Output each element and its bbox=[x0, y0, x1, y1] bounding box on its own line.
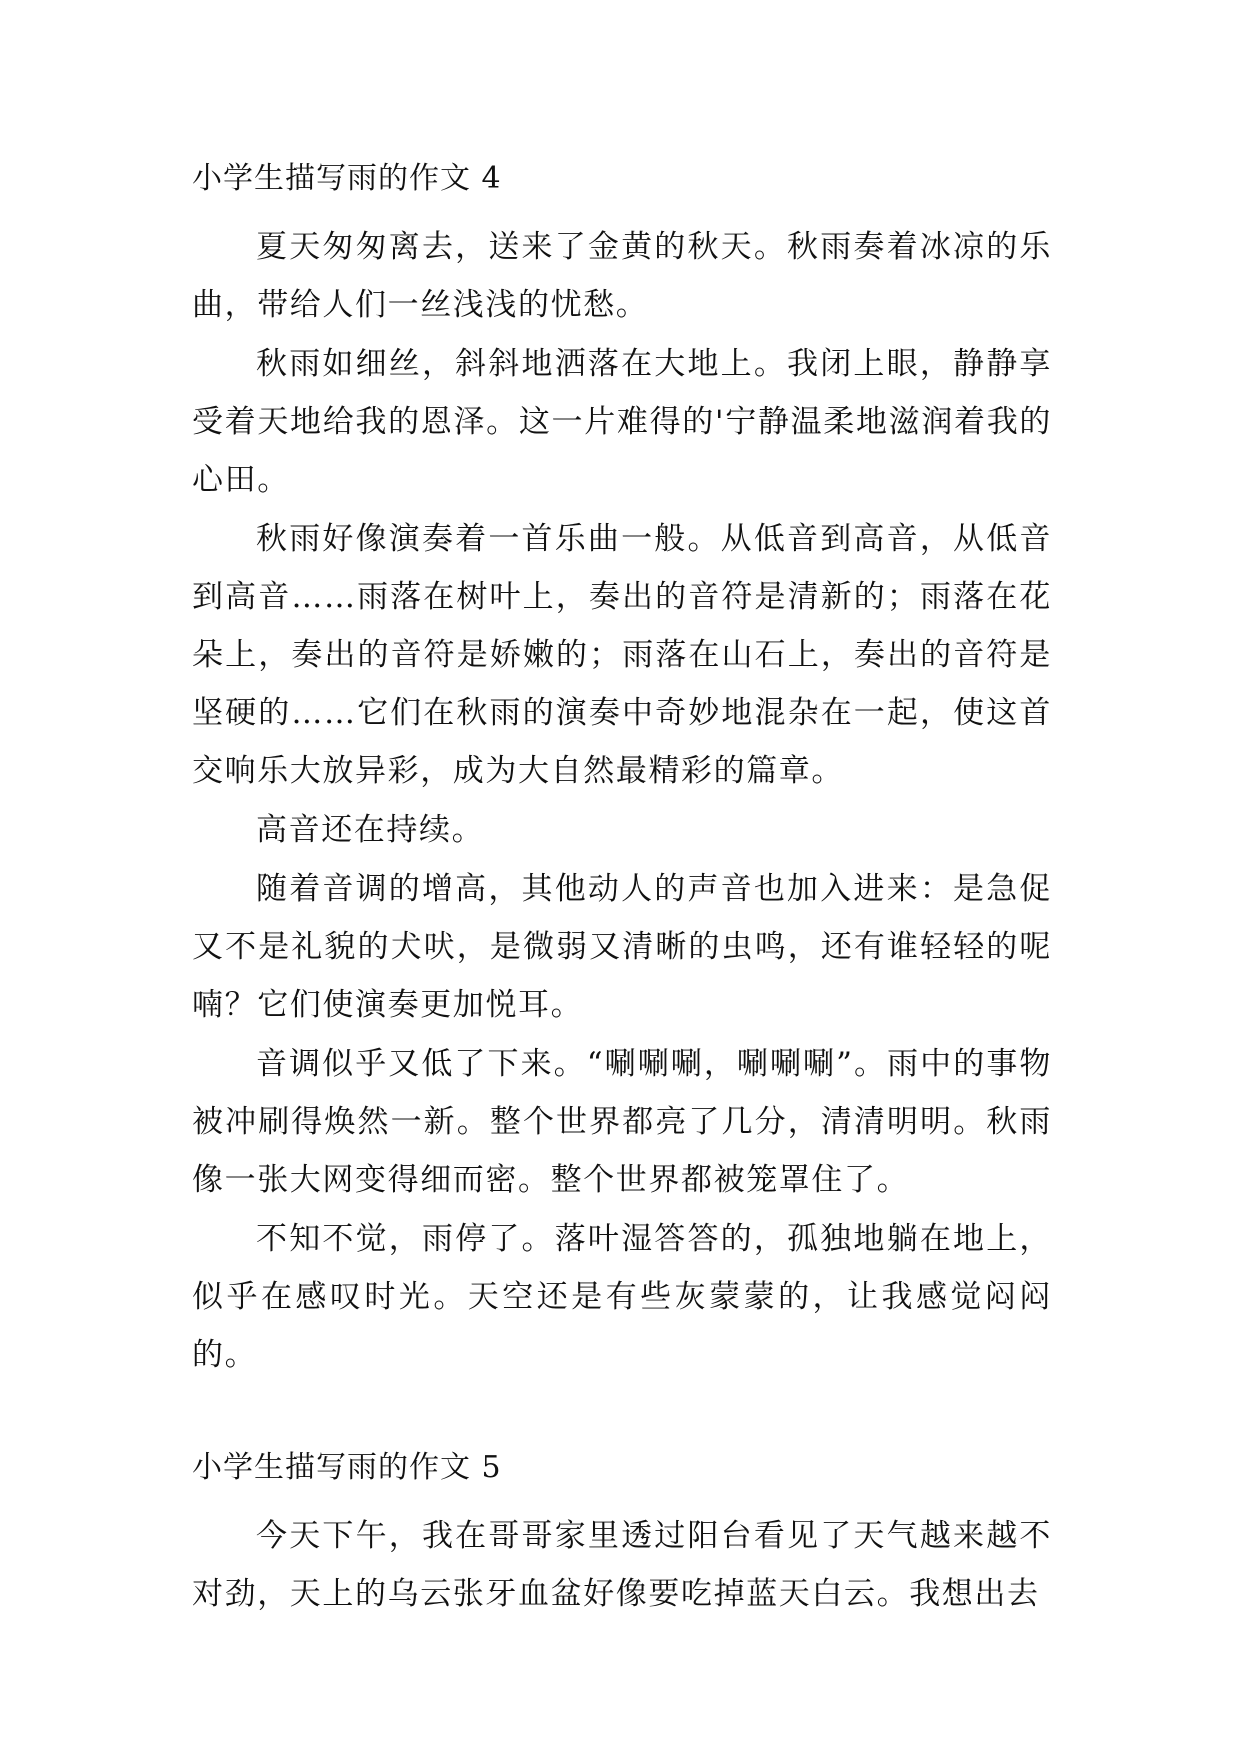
essay-section-5 bbox=[192, 1447, 1052, 1623]
paragraph: 夏天匆匆离去，送来了金黄的秋天。秋雨奏着冰凉的乐曲，带给人们一丝浅浅的忧愁。 bbox=[192, 229, 1052, 323]
section-title: 小学生描写雨的作文 4 bbox=[192, 161, 502, 196]
paragraph: 高音还在持续。 bbox=[256, 812, 485, 848]
paragraph: 今天下午，我在哥哥家里透过阳台看见了天气越来越不对劲，天上的乌云张牙血盆好像要吃掉蓝天白云。我想出去 bbox=[192, 1518, 1052, 1612]
section-spacer bbox=[192, 1385, 1052, 1447]
document-page bbox=[192, 158, 1052, 1624]
paragraph: 随着音调的增高，其他动人的声音也加入进来：是急促又不是礼貌的犬吠，是微弱又清晰的虫鸣，还有谁轻轻的呢喃？它们使演奏更加悦耳。 bbox=[192, 871, 1052, 1023]
paragraph: 秋雨好像演奏着一首乐曲一般。从低音到高音，从低音到高音……雨落在树叶上，奏出的音符是清新的；雨落在花朵上，奏出的音符是娇嫩的；雨落在山石上，奏出的音符是坚硬的……它们在秋雨的演奏中奇妙地混杂在一起，使这首交响乐大放异彩，成为大自然最精彩的篇章。 bbox=[192, 521, 1052, 789]
essay-section-4 bbox=[192, 158, 1052, 1384]
paragraph: 秋雨如细丝，斜斜地洒落在大地上。我闭上眼，静静享受着天地给我的恩泽。这一片难得的'宁静温柔地滋润着我的心田。 bbox=[192, 346, 1052, 498]
paragraph: 音调似乎又低了下来。“唰唰唰，唰唰唰”。雨中的事物被冲刷得焕然一新。整个世界都亮了几分，清清明明。秋雨像一张大网变得细而密。整个世界都被笼罩住了。 bbox=[192, 1046, 1052, 1198]
section-title: 小学生描写雨的作文 5 bbox=[192, 1450, 502, 1485]
paragraph: 不知不觉，雨停了。落叶湿答答的，孤独地躺在地上，似乎在感叹时光。天空还是有些灰蒙蒙的，让我感觉闷闷的。 bbox=[192, 1221, 1052, 1373]
